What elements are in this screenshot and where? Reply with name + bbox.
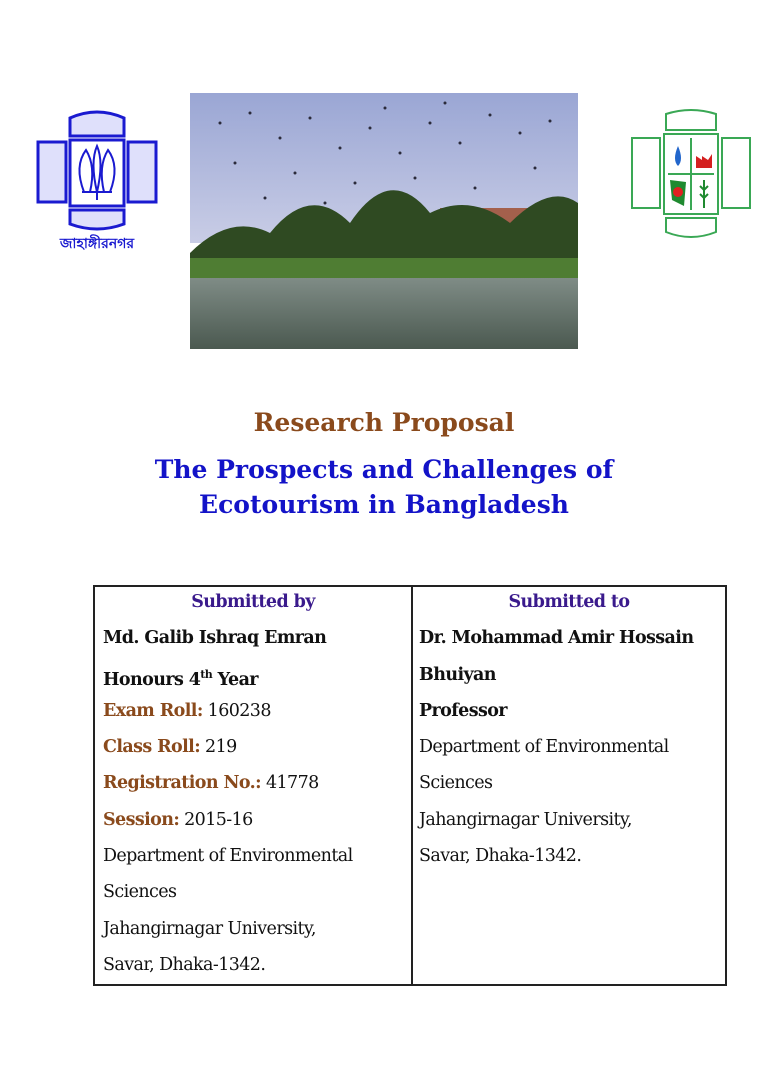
svg-text:জাহাঙ্গীরনগর: জাহাঙ্গীরনগর	[59, 236, 135, 252]
class-roll	[103, 732, 403, 768]
column-divider	[411, 587, 413, 984]
submitted-by-header: Submitted by	[191, 592, 315, 612]
registration	[103, 768, 403, 804]
student-department-line-1: Department of Environmental	[103, 846, 353, 867]
supervisor-university: Jahangirnagar University,	[419, 809, 632, 830]
year-suffix: Year	[212, 669, 258, 690]
document-title-line-1: The Prospects and Challenges of	[154, 455, 614, 484]
document-heading: Research Proposal	[253, 408, 515, 437]
document-title-line-2: Ecotourism in Bangladesh	[199, 490, 569, 519]
session-label: Session:	[103, 809, 180, 830]
exam-roll-label: Exam Roll:	[103, 700, 203, 721]
student-name: Md. Galib Ishraq Emran	[103, 628, 327, 649]
submission-table	[93, 585, 727, 986]
student-address: Savar, Dhaka-1342.	[103, 954, 266, 975]
student-university: Jahangirnagar University,	[103, 918, 316, 939]
supervisor-department-line-2: Sciences	[419, 773, 493, 794]
supervisor-name-line-1: Dr. Mohammad Amir Hossain	[419, 628, 694, 649]
class-roll-value: 219	[200, 737, 237, 758]
exam-roll-value: 160238	[202, 700, 271, 721]
submitted-to-column	[419, 587, 719, 877]
cover-photo-birds-over-lake	[190, 93, 578, 349]
year-prefix: Honours 4	[103, 669, 201, 690]
student-year	[103, 660, 403, 696]
submitted-by-column	[103, 587, 403, 986]
supervisor-designation: Professor	[419, 700, 507, 721]
student-department-line-2: Sciences	[103, 882, 177, 903]
session	[103, 805, 403, 841]
supervisor-address: Savar, Dhaka-1342.	[419, 846, 582, 867]
supervisor-department-line-1: Department of Environmental	[419, 737, 669, 758]
class-roll-label: Class Roll:	[103, 737, 201, 758]
session-value: 2015-16	[179, 809, 253, 830]
jahangirnagar-university-logo	[34, 106, 160, 254]
registration-label: Registration No.:	[103, 773, 261, 794]
year-sup: th	[200, 667, 213, 681]
submitted-to-header: Submitted to	[508, 592, 630, 612]
registration-value: 41778	[261, 773, 319, 794]
environmental-sciences-department-logo	[628, 108, 754, 244]
exam-roll	[103, 696, 403, 732]
supervisor-name-line-2: Bhuiyan	[419, 664, 496, 685]
